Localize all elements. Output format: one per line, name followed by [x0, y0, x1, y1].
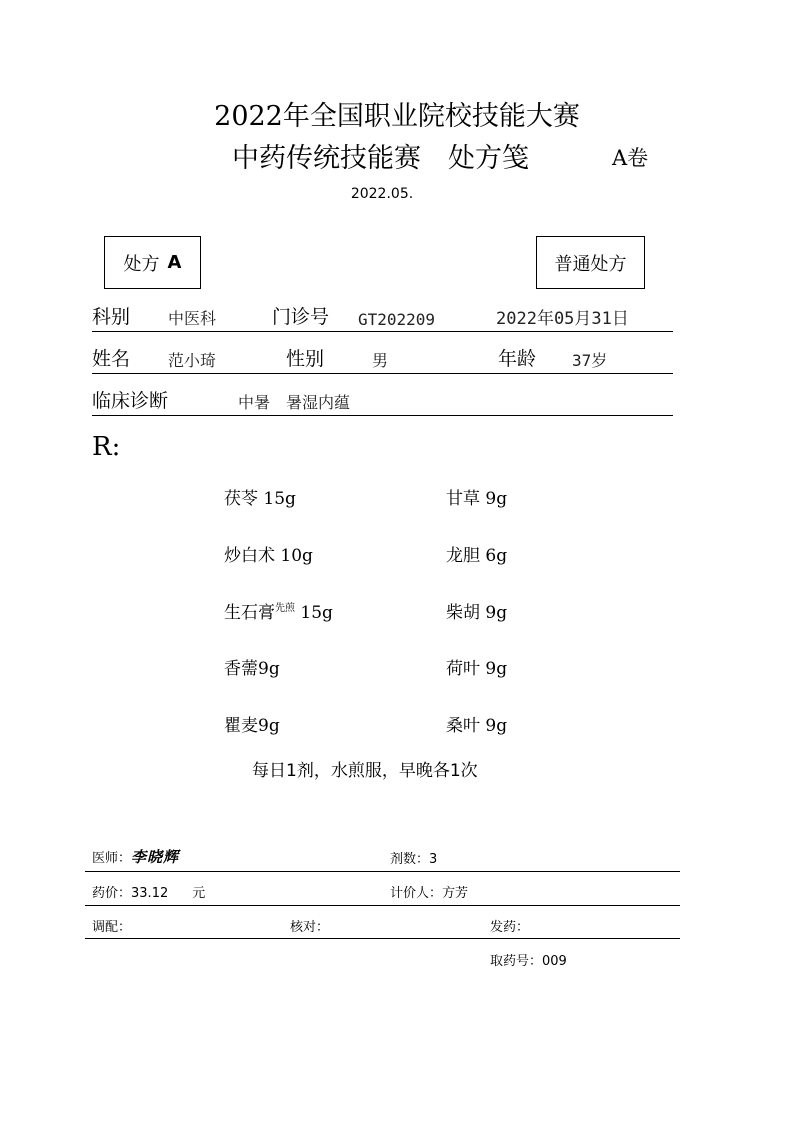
name-label: 姓名 [92, 348, 131, 370]
footer-divider [85, 871, 680, 872]
rx-symbol: R: [92, 432, 121, 462]
usage-instructions: 每日1剂，水煎服，早晚各1次 [252, 761, 478, 781]
pickup-number-field: 取药号：009 [490, 954, 567, 969]
diagnosis-value: 中暑 暑湿内蕴 [238, 393, 351, 412]
pricer-field: 计价人：方芳 [390, 886, 469, 901]
document-title: 2022年全国职业院校技能大赛 [214, 101, 580, 132]
row-underline [92, 415, 673, 416]
patient-age: 37岁 [572, 351, 608, 370]
herb-note: 先煎 [275, 603, 295, 614]
clinic-no-label: 门诊号 [272, 306, 330, 328]
herb-item: 生石膏$^{先煎}$ 15g [224, 603, 333, 623]
footer-divider [85, 905, 680, 906]
visit-date: 2022年05月31日 [496, 309, 629, 329]
age-label: 年龄 [498, 348, 537, 370]
info-row-dept [92, 304, 673, 332]
document-subtitle [232, 136, 649, 175]
price-field: 药价：33.12 元 [92, 886, 206, 901]
herb-item: 柴胡 9g [446, 603, 508, 623]
doctor-signature: 李晓辉 [131, 848, 180, 866]
herb-item: 甘草 9g [446, 489, 508, 509]
info-row-patient [92, 346, 673, 374]
herb-item: 炒白术 10g [224, 546, 313, 566]
gender-label: 性别 [286, 348, 325, 370]
row-underline [92, 331, 673, 332]
clinic-no-value: GT202209 [358, 310, 436, 329]
prescription-label: 处方 [123, 253, 160, 275]
herb-item: 香薷9g [224, 659, 280, 679]
dept-value: 中医科 [168, 309, 217, 328]
subtitle-text: 中药传统技能赛 处方笺 [232, 143, 529, 174]
dept-label: 科别 [92, 306, 131, 328]
patient-name: 范小琦 [168, 351, 217, 370]
dispense-field: 调配： [92, 920, 132, 935]
issue-field: 发药： [490, 920, 530, 935]
document-date: 2022.05. [350, 186, 414, 202]
herb-item: 龙胆 6g [446, 546, 508, 566]
diagnosis-label: 临床诊断 [92, 390, 169, 412]
check-field: 核对： [290, 920, 330, 935]
paper-version: A卷 [612, 146, 649, 170]
prescription-type: 普通处方 [554, 253, 627, 275]
doses-field: 剂数：3 [390, 852, 438, 867]
prescription-type-box [536, 236, 645, 289]
patient-gender: 男 [372, 351, 389, 370]
herb-item: 荷叶 9g [446, 659, 508, 679]
info-row-diagnosis [92, 388, 673, 416]
herb-item: 桑叶 9g [446, 716, 508, 736]
footer-divider [85, 938, 680, 939]
doctor-field: 医师：李晓辉 [92, 848, 180, 866]
herb-item: 茯苓 15g [224, 489, 296, 509]
prescription-letter: A [167, 252, 182, 273]
prescription-id-box [104, 236, 201, 289]
row-underline [92, 373, 673, 374]
herb-item: 瞿麦9g [224, 716, 280, 736]
